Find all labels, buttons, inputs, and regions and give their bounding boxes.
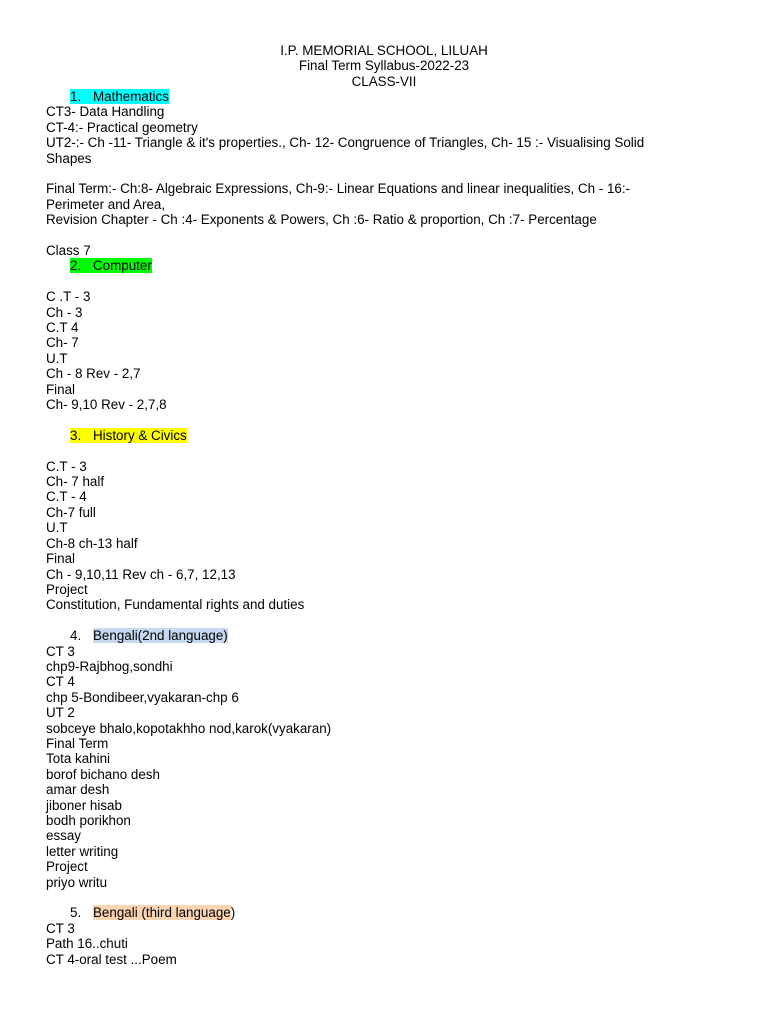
list-item: Project bbox=[46, 581, 88, 597]
list-item: CT-4:- Practical geometry bbox=[46, 119, 198, 135]
document-header bbox=[0, 43, 768, 89]
list-item: borof bichano desh bbox=[46, 766, 160, 782]
list-item: Revision Chapter - Ch :4- Exponents & Powers, Ch :6- Ratio & proportion, Ch :7- Percentage bbox=[46, 212, 597, 228]
section-title: Bengali(2nd language) bbox=[93, 628, 228, 644]
section-heading-history-civics bbox=[46, 428, 696, 443]
list-item: Constitution, Fundamental rights and duties bbox=[46, 597, 305, 613]
list-item: Final Term bbox=[46, 735, 109, 751]
list-item: CT3- Data Handling bbox=[46, 104, 165, 120]
list-item: C.T - 4 bbox=[46, 489, 87, 505]
list-item: bodh porikhon bbox=[46, 813, 131, 828]
section-title: Mathematics bbox=[93, 89, 169, 104]
list-item: Ch-8 ch-13 half bbox=[46, 535, 138, 551]
list-item: chp 5-Bondibeer,vyakaran-chp 6 bbox=[46, 689, 239, 705]
school-name: I.P. MEMORIAL SCHOOL, LILUAH bbox=[280, 43, 488, 58]
list-item: Final bbox=[46, 381, 76, 397]
list-item: C.T 4 bbox=[46, 320, 79, 336]
list-item: C.T - 3 bbox=[46, 458, 87, 474]
list-item: amar desh bbox=[46, 782, 110, 798]
section-heading-mathematics bbox=[46, 89, 696, 104]
history-lines bbox=[46, 459, 696, 613]
list-item: Ch- 7 bbox=[46, 335, 79, 351]
list-item: Project bbox=[46, 859, 88, 875]
list-item: essay bbox=[46, 828, 81, 844]
list-item: CT 3 bbox=[46, 920, 75, 936]
class-label: Class 7 bbox=[46, 243, 91, 259]
list-item: chp9-Rajbhog,sondhi bbox=[46, 658, 173, 674]
list-item: C .T - 3 bbox=[46, 289, 91, 305]
syllabus-title: Final Term Syllabus-2022-23 bbox=[298, 58, 470, 74]
list-item: CT 4-oral test ...Poem bbox=[46, 951, 177, 967]
list-item: Ch- 9,10 Rev - 2,7,8 bbox=[46, 397, 167, 413]
list-item: letter writing bbox=[46, 843, 119, 859]
list-item: jiboner hisab bbox=[46, 797, 122, 813]
section-number: 2. bbox=[70, 258, 82, 274]
class-title: CLASS-VII bbox=[351, 73, 417, 89]
syllabus-content bbox=[46, 89, 696, 967]
section-heading-bengali-2nd bbox=[46, 628, 696, 643]
list-item: Ch - 3 bbox=[46, 304, 83, 320]
section-title-suffix: ) bbox=[230, 905, 236, 921]
list-item: CT 3 bbox=[46, 643, 75, 659]
list-item: UT 2 bbox=[46, 705, 75, 721]
list-item: UT2-:- Ch -11- Triangle & it's properties., Ch- 12- Congruence of Triangles, Ch- 15 :- Visualising Solid bbox=[46, 135, 645, 151]
section-title: Computer bbox=[93, 258, 152, 274]
list-item: U.T bbox=[46, 350, 68, 366]
bengali2-lines bbox=[46, 644, 696, 891]
section-title: Bengali (third language bbox=[93, 905, 231, 921]
list-item: Shapes bbox=[46, 150, 92, 166]
list-item: U.T bbox=[46, 520, 68, 536]
section-number: 1. bbox=[70, 89, 82, 104]
computer-lines bbox=[46, 289, 696, 412]
list-item: Tota kahini bbox=[46, 751, 111, 767]
section-number: 5. bbox=[70, 905, 82, 921]
list-item: Ch - 8 Rev - 2,7 bbox=[46, 366, 141, 382]
list-item: Perimeter and Area, bbox=[46, 196, 166, 212]
list-item: Path 16..chuti bbox=[46, 936, 128, 952]
section-number: 4. bbox=[70, 628, 82, 644]
list-item: Final Term:- Ch:8- Algebraic Expressions, Ch-9:- Linear Equations and linear inequalities, Ch - 16:- bbox=[46, 181, 631, 197]
list-item: sobceye bhalo,kopotakhho nod,karok(vyakaran) bbox=[46, 720, 332, 736]
mathematics-lines bbox=[46, 104, 696, 166]
list-item: priyo writu bbox=[46, 874, 108, 890]
mathematics-final-term bbox=[46, 181, 696, 227]
section-number: 3. bbox=[70, 427, 82, 443]
bengali3-lines bbox=[46, 921, 696, 967]
section-heading-computer bbox=[46, 258, 696, 273]
list-item: Ch - 9,10,11 Rev ch - 6,7, 12,13 bbox=[46, 566, 236, 582]
list-item: Ch- 7 half bbox=[46, 474, 105, 490]
list-item: Final bbox=[46, 551, 76, 567]
list-item: Ch-7 full bbox=[46, 504, 96, 520]
section-heading-bengali-3rd bbox=[46, 905, 696, 920]
section-title: History & Civics bbox=[93, 427, 187, 443]
list-item: CT 4 bbox=[46, 674, 75, 690]
